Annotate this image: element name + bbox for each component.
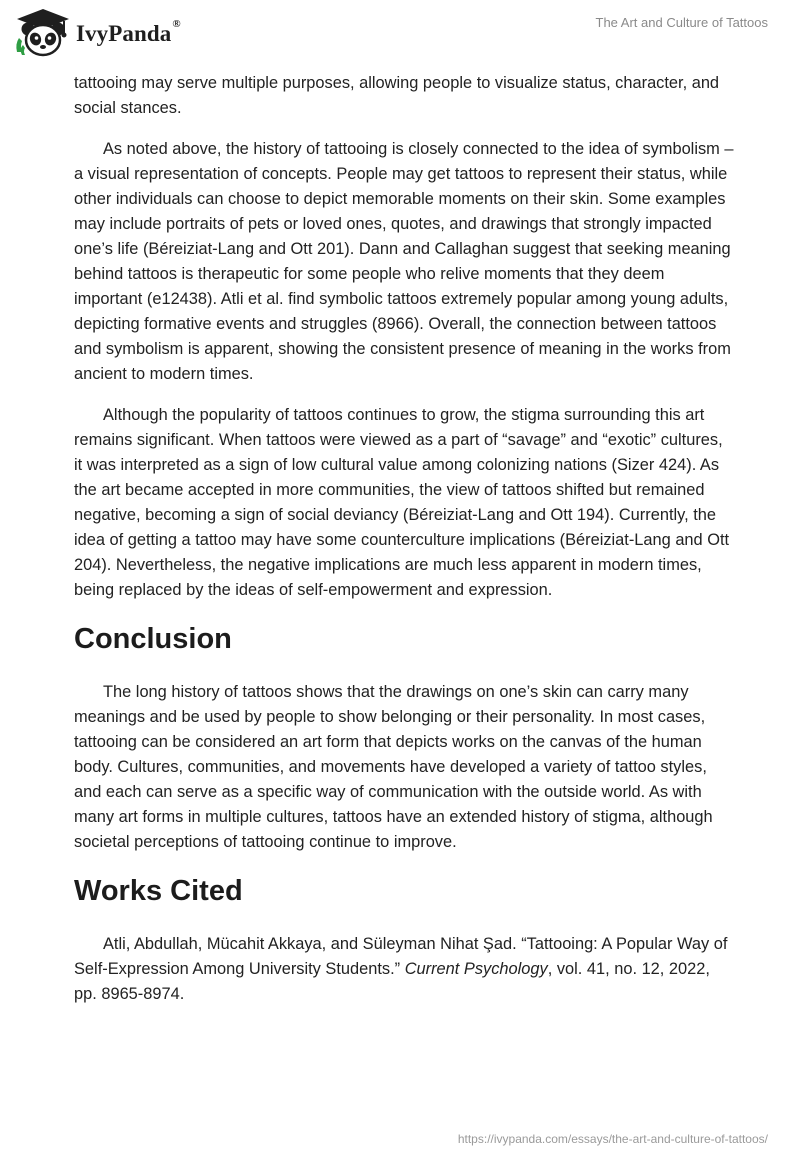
citation-journal: Current Psychology <box>404 960 548 978</box>
citation-entry <box>74 932 734 1007</box>
brand-logo[interactable] <box>14 8 181 58</box>
essay-content <box>74 71 734 1023</box>
works-cited-heading: Works Cited <box>74 875 243 907</box>
brand-name: IvyPanda® <box>76 18 181 46</box>
footer-url[interactable]: https://ivypanda.com/essays/the-art-and-culture-of-tattoos/ <box>457 1132 768 1146</box>
document-title: The Art and Culture of Tattoos <box>595 15 768 30</box>
registered-mark: ® <box>172 18 181 30</box>
citation-details: , vol. 41, no. 12, 2022, pp. 8965-8974. <box>74 960 710 1003</box>
page-header <box>0 0 800 70</box>
panda-graduation-cap-icon <box>14 8 72 58</box>
citation-authors-title: Atli, Abdullah, Mücahit Akkaya, and Süleyman Nihat Şad. “Tattooing: A Popular Way of Self-Expression Among University Students.” <box>74 935 728 978</box>
paragraph-symbolism: As noted above, the history of tattooing is closely connected to the idea of symbolism – a visual representation of concepts. People may get tattoos to represent their status, while other individuals can choose to depict memorable moments on their skin. Some examples may include portraits of pets or loved ones, quotes, and drawings that strongly impacted one’s life (Béreiziat-Lang and Ott 201). Dann and Callaghan suggest that seeking meaning behind tattoos is therapeutic for some people who relive moments that they deem important (e12438). Atli et al. find symbolic tattoos extremely popular among young adults, depicting formative events and struggles (8966). Overall, the connection between tattoos and symbolism is apparent, showing the consistent presence of meaning in the works from ancient to modern times. <box>74 140 734 383</box>
paragraph-stigma: Although the popularity of tattoos continues to grow, the stigma surrounding this art remains significant. When tattoos were viewed as a part of “savage” and “exotic” cultures, it was interpreted as a sign of low cultural value among colonizing nations (Sizer 424). As the art became accepted in more communities, the view of tattoos shifted but remained negative, becoming a sign of social deviancy (Béreiziat-Lang and Ott 194). Currently, the idea of getting a tattoo may have some counterculture implications (Béreiziat-Lang and Ott 204). Nevertheless, the negative implications are much less apparent in modern times, being replaced by the ideas of self-empowerment and expression. <box>74 406 730 599</box>
paragraph-continued: tattooing may serve multiple purposes, allowing people to visualize status, character, and social stances. <box>74 74 720 117</box>
conclusion-heading: Conclusion <box>74 623 232 655</box>
conclusion-paragraph: The long history of tattoos shows that the drawings on one’s skin can carry many meanings and be used by people to show belonging or their personality. In most cases, tattooing can be considered an art form that depicts works on the canvas of the human body. Cultures, communities, and movements have developed a variety of tattoo styles, and each can serve as a specific way of communication with the outside world. As with many art forms in multiple cultures, tattoos have an extended history of stigma, although societal perceptions of tattooing continue to improve. <box>74 683 713 851</box>
